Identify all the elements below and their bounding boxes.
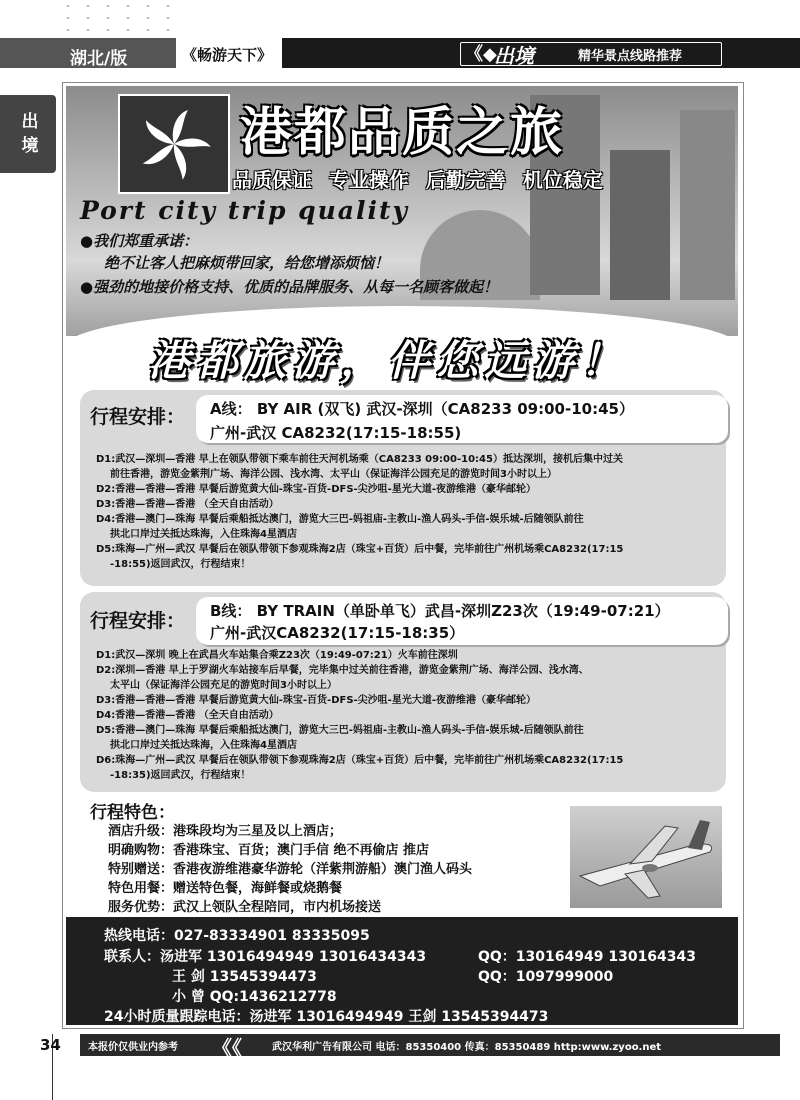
itinerary-b-title-1: B线： BY TRAIN（单卧单飞）武昌-深圳Z23次（19:49-07:21）: [210, 602, 670, 620]
footer-note: 本报价仅供业内参考: [88, 1042, 178, 1053]
banner-title: 港都品质之旅: [240, 103, 565, 163]
header-region: 湖北/版: [70, 49, 128, 69]
slogan-calligraphy: 港都旅游，伴您远游！: [148, 336, 629, 385]
bauhinia-flag-icon: [118, 94, 230, 194]
day-line: D6:珠海—广州—武汉 早餐后在领队带领下参观珠海2店（珠宝+百货）后中餐，完毕前往广州机场乘CA8232(17:15: [96, 755, 624, 766]
features-title: 行程特色：: [90, 803, 175, 823]
building-tower-3: [680, 110, 735, 300]
header-subtitle: 精华景点线路推荐: [578, 49, 683, 64]
header-section: 出境: [494, 44, 534, 68]
footer-company: 武汉华利广告有限公司 电话：85350400 传真：85350489 http:www.zyoo.net: [272, 1042, 662, 1053]
day-line: D2:深圳—香港 早上于罗湖火车站接车后早餐，完毕集中过关前往香港，游览金紫荆广场、海洋公园、浅水湾、: [96, 665, 589, 676]
contact-qq-2: QQ：1097999000: [478, 969, 614, 985]
contact-zeng: 小 曾 QQ:1436212778: [172, 989, 337, 1005]
day-line: 拱北口岸过关抵达珠海，入住珠海4星酒店: [110, 529, 297, 540]
day-line: D3:香港—香港—香港 （全天自由活动）: [96, 499, 279, 510]
header-chevrons: 《◆: [465, 44, 497, 65]
day-line: 拱北口岸过关抵达珠海，入住珠海4星酒店: [110, 740, 297, 751]
page-number: 34: [40, 1036, 61, 1054]
day-line: D5:珠海—广州—武汉 早餐后在领队带领下参观珠海2店（珠宝+百货）后中餐，完毕前往广州机场乘CA8232(17:15: [96, 544, 624, 555]
day-line: -18:55)返回武汉，行程结束！: [110, 559, 251, 570]
contact-wang: 王 剑 13545394473: [172, 969, 317, 985]
day-line: D5:香港—澳门—珠海 早餐后乘船抵达澳门，游览大三巴-妈祖庙-主教山-渔人码头-手信-娱乐城-后随领队前往: [96, 725, 584, 736]
itinerary-a-title-2: 广州-武汉 CA8232(17:15-18:55): [210, 424, 462, 442]
side-tab-label: 出境: [21, 112, 39, 156]
promise-line-2: 绝不让客人把麻烦带回家，给您增添烦恼！: [104, 254, 390, 272]
promise-line-1: ●我们郑重承诺：: [80, 232, 199, 250]
day-line: D1:武汉—深圳—香港 早上在领队带领下乘车前往天河机场乘（CA8233 09:00-10:45）抵达深圳，接机后集中过关: [96, 454, 623, 465]
airplane-icon: [570, 806, 722, 908]
quality-hotline: 24小时质量跟踪电话：汤进军 13016494949 王剑 13545394473: [104, 1009, 549, 1025]
day-line: D4:香港—香港—香港 （全天自由活动）: [96, 710, 279, 721]
contact-person: 联系人：汤进军 13016494949 13016434343: [104, 949, 427, 965]
building-tower-2: [610, 150, 670, 300]
feature-item: 明确购物：香港珠宝、百货；澳门手信 绝不再偷店 推店: [108, 843, 430, 858]
contact-qq-1: QQ：130164949 130164343: [478, 949, 697, 965]
itinerary-b-days: [96, 648, 726, 783]
decorative-dots: [58, 0, 178, 36]
itinerary-a-title-1: A线： BY AIR (双飞) 武汉-深圳（CA8233 09:00-10:45）: [210, 400, 634, 418]
promise-line-3: ●强劲的地接价格支持、优质的品牌服务、从每一名顾客做起！: [80, 278, 499, 296]
day-line: D1:武汉—深圳 晚上在武昌火车站集合乘Z23次（19:49-07:21）火车前往深圳: [96, 650, 458, 661]
banner-slogans: 品质保证 专业操作 后勤完善 机位稳定: [232, 168, 603, 192]
feature-item: 特色用餐：赠送特色餐，海鲜餐或烧鹅餐: [108, 881, 343, 896]
itinerary-b-label: 行程安排：: [90, 610, 186, 632]
feature-item: 特别赠送：香港夜游维港豪华游轮（洋紫荆游船）澳门渔人码头: [108, 862, 473, 877]
airplane-photo: [570, 806, 722, 908]
itinerary-a-days: [96, 452, 726, 572]
day-line: 前往香港，游览金紫荆广场、海洋公园、浅水湾、太平山（保证海洋公园充足的游览时间3小时以上）: [110, 469, 557, 480]
header-column: 《畅游天下》: [182, 46, 273, 64]
day-line: D3:香港—香港—香港 早餐后游览黄大仙-珠宝-百货-DFS-尖沙咀-星光大道-夜游维港（豪华邮轮）: [96, 695, 536, 706]
feature-item: 酒店升级：港珠段均为三星及以上酒店；: [108, 824, 343, 839]
itinerary-a-label: 行程安排：: [90, 406, 186, 428]
day-line: D2:香港—香港—香港 早餐后游览黄大仙-珠宝-百货-DFS-尖沙咀-星光大道-夜游维港（豪华邮轮）: [96, 484, 536, 495]
day-line: 太平山（保证海洋公园充足的游览时间3小时以上）: [110, 680, 337, 691]
feature-item: 服务优势：武汉上领队全程陪同，市内机场接送: [108, 900, 382, 915]
day-line: D4:香港—澳门—珠海 早餐后乘船抵达澳门，游览大三巴-妈祖庙-主教山-渔人码头-手信-娱乐城-后随领队前往: [96, 514, 584, 525]
itinerary-b-title-2: 广州-武汉CA8232(17:15-18:35）: [210, 624, 465, 642]
day-line: -18:35)返回武汉，行程结束！: [110, 770, 251, 781]
features-list: [108, 822, 472, 917]
footer-chevrons: 《《: [212, 1036, 242, 1060]
hotline: 热线电话：027-83334901 83335095: [104, 928, 370, 944]
banner-english-title: Port city trip quality: [80, 196, 410, 225]
